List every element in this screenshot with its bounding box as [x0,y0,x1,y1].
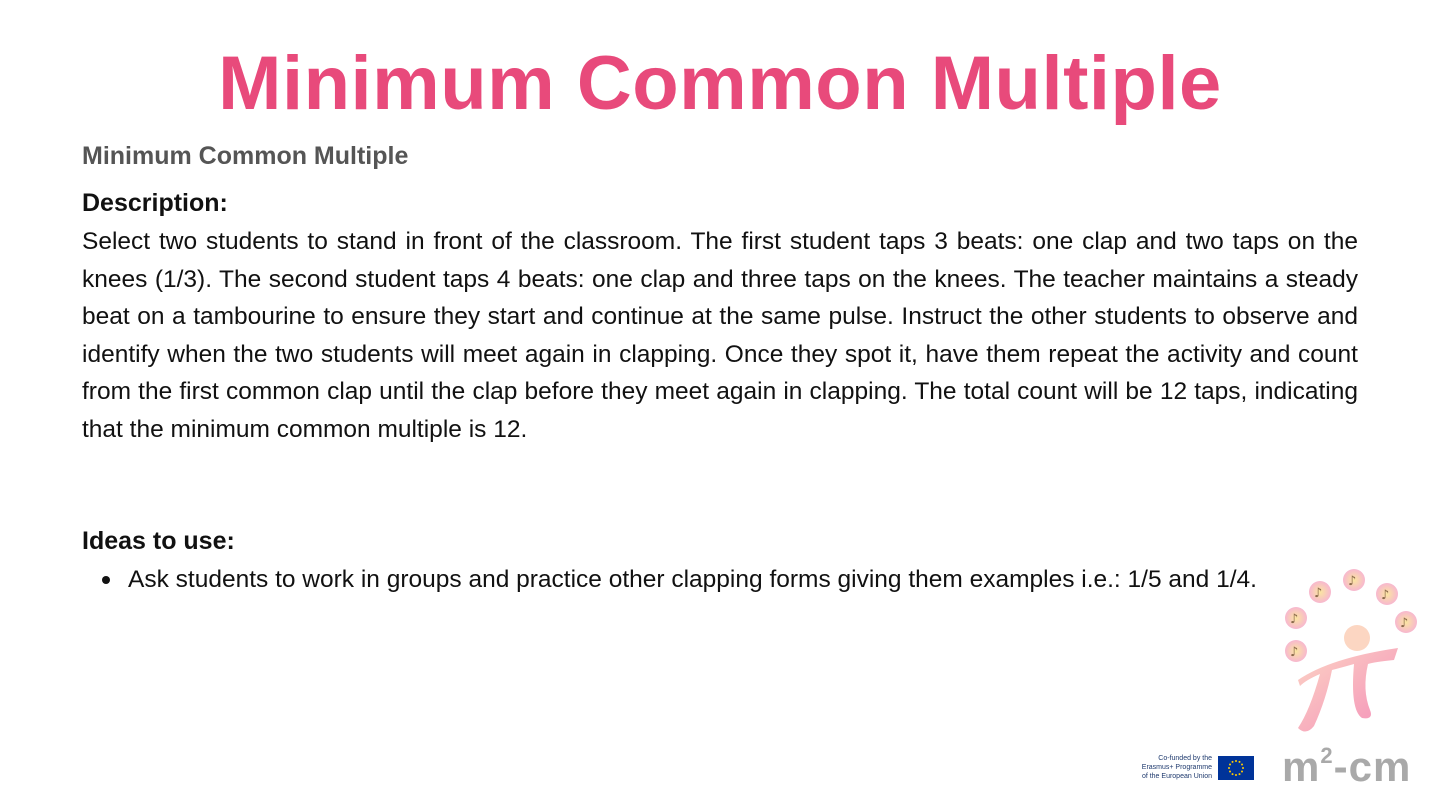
m2cm-brand-logo: $m^2-cm$ [1282,743,1412,790]
ideas-heading: Ideas to use: [82,527,235,555]
svg-text:♪: ♪ [1381,588,1390,603]
description-text: Select two students to stand in front of the classroom. The first student taps 3 beats: one clap and two taps on the knees (1/3). The second student taps 4 beats: one clap and three taps on the knees. The teacher maintains a steady beat on a tambourine to ensure they start and continue at the same pulse. Instruct the other students to observe and identify when the two students will meet again in clapping. Once they spot it, have them repeat the activity and count from the first common clap until the clap before they meet again in clapping. The total count will be 12 taps, indicating that the minimum common multiple is 12. [82,228,1358,443]
svg-text:♪: ♪ [1400,616,1409,631]
ideas-list-item: Ask students to work in groups and practice other clapping forms giving them examples i.e.: 1/5 and 1/4. [128,561,1318,599]
svg-text:♪: ♪ [1348,574,1357,589]
pi-figure [1298,625,1398,732]
eu-cofunded-text: Co-funded by the Erasmus+ Programme of the European Union [1141,755,1212,780]
activity-subtitle: Minimum Common Multiple [82,142,409,170]
ideas-list [82,561,1318,599]
svg-text:♪: ♪ [1314,586,1323,601]
page-title: Minimum Common Multiple [218,41,1222,126]
description-heading: Description: [82,189,228,217]
pi-music-notes-logo [1270,560,1430,750]
eu-flag-icon [1218,756,1254,780]
eu-cofunded-badge [1130,752,1258,784]
svg-text:♪: ♪ [1290,612,1299,627]
svg-text:♪: ♪ [1290,645,1299,660]
